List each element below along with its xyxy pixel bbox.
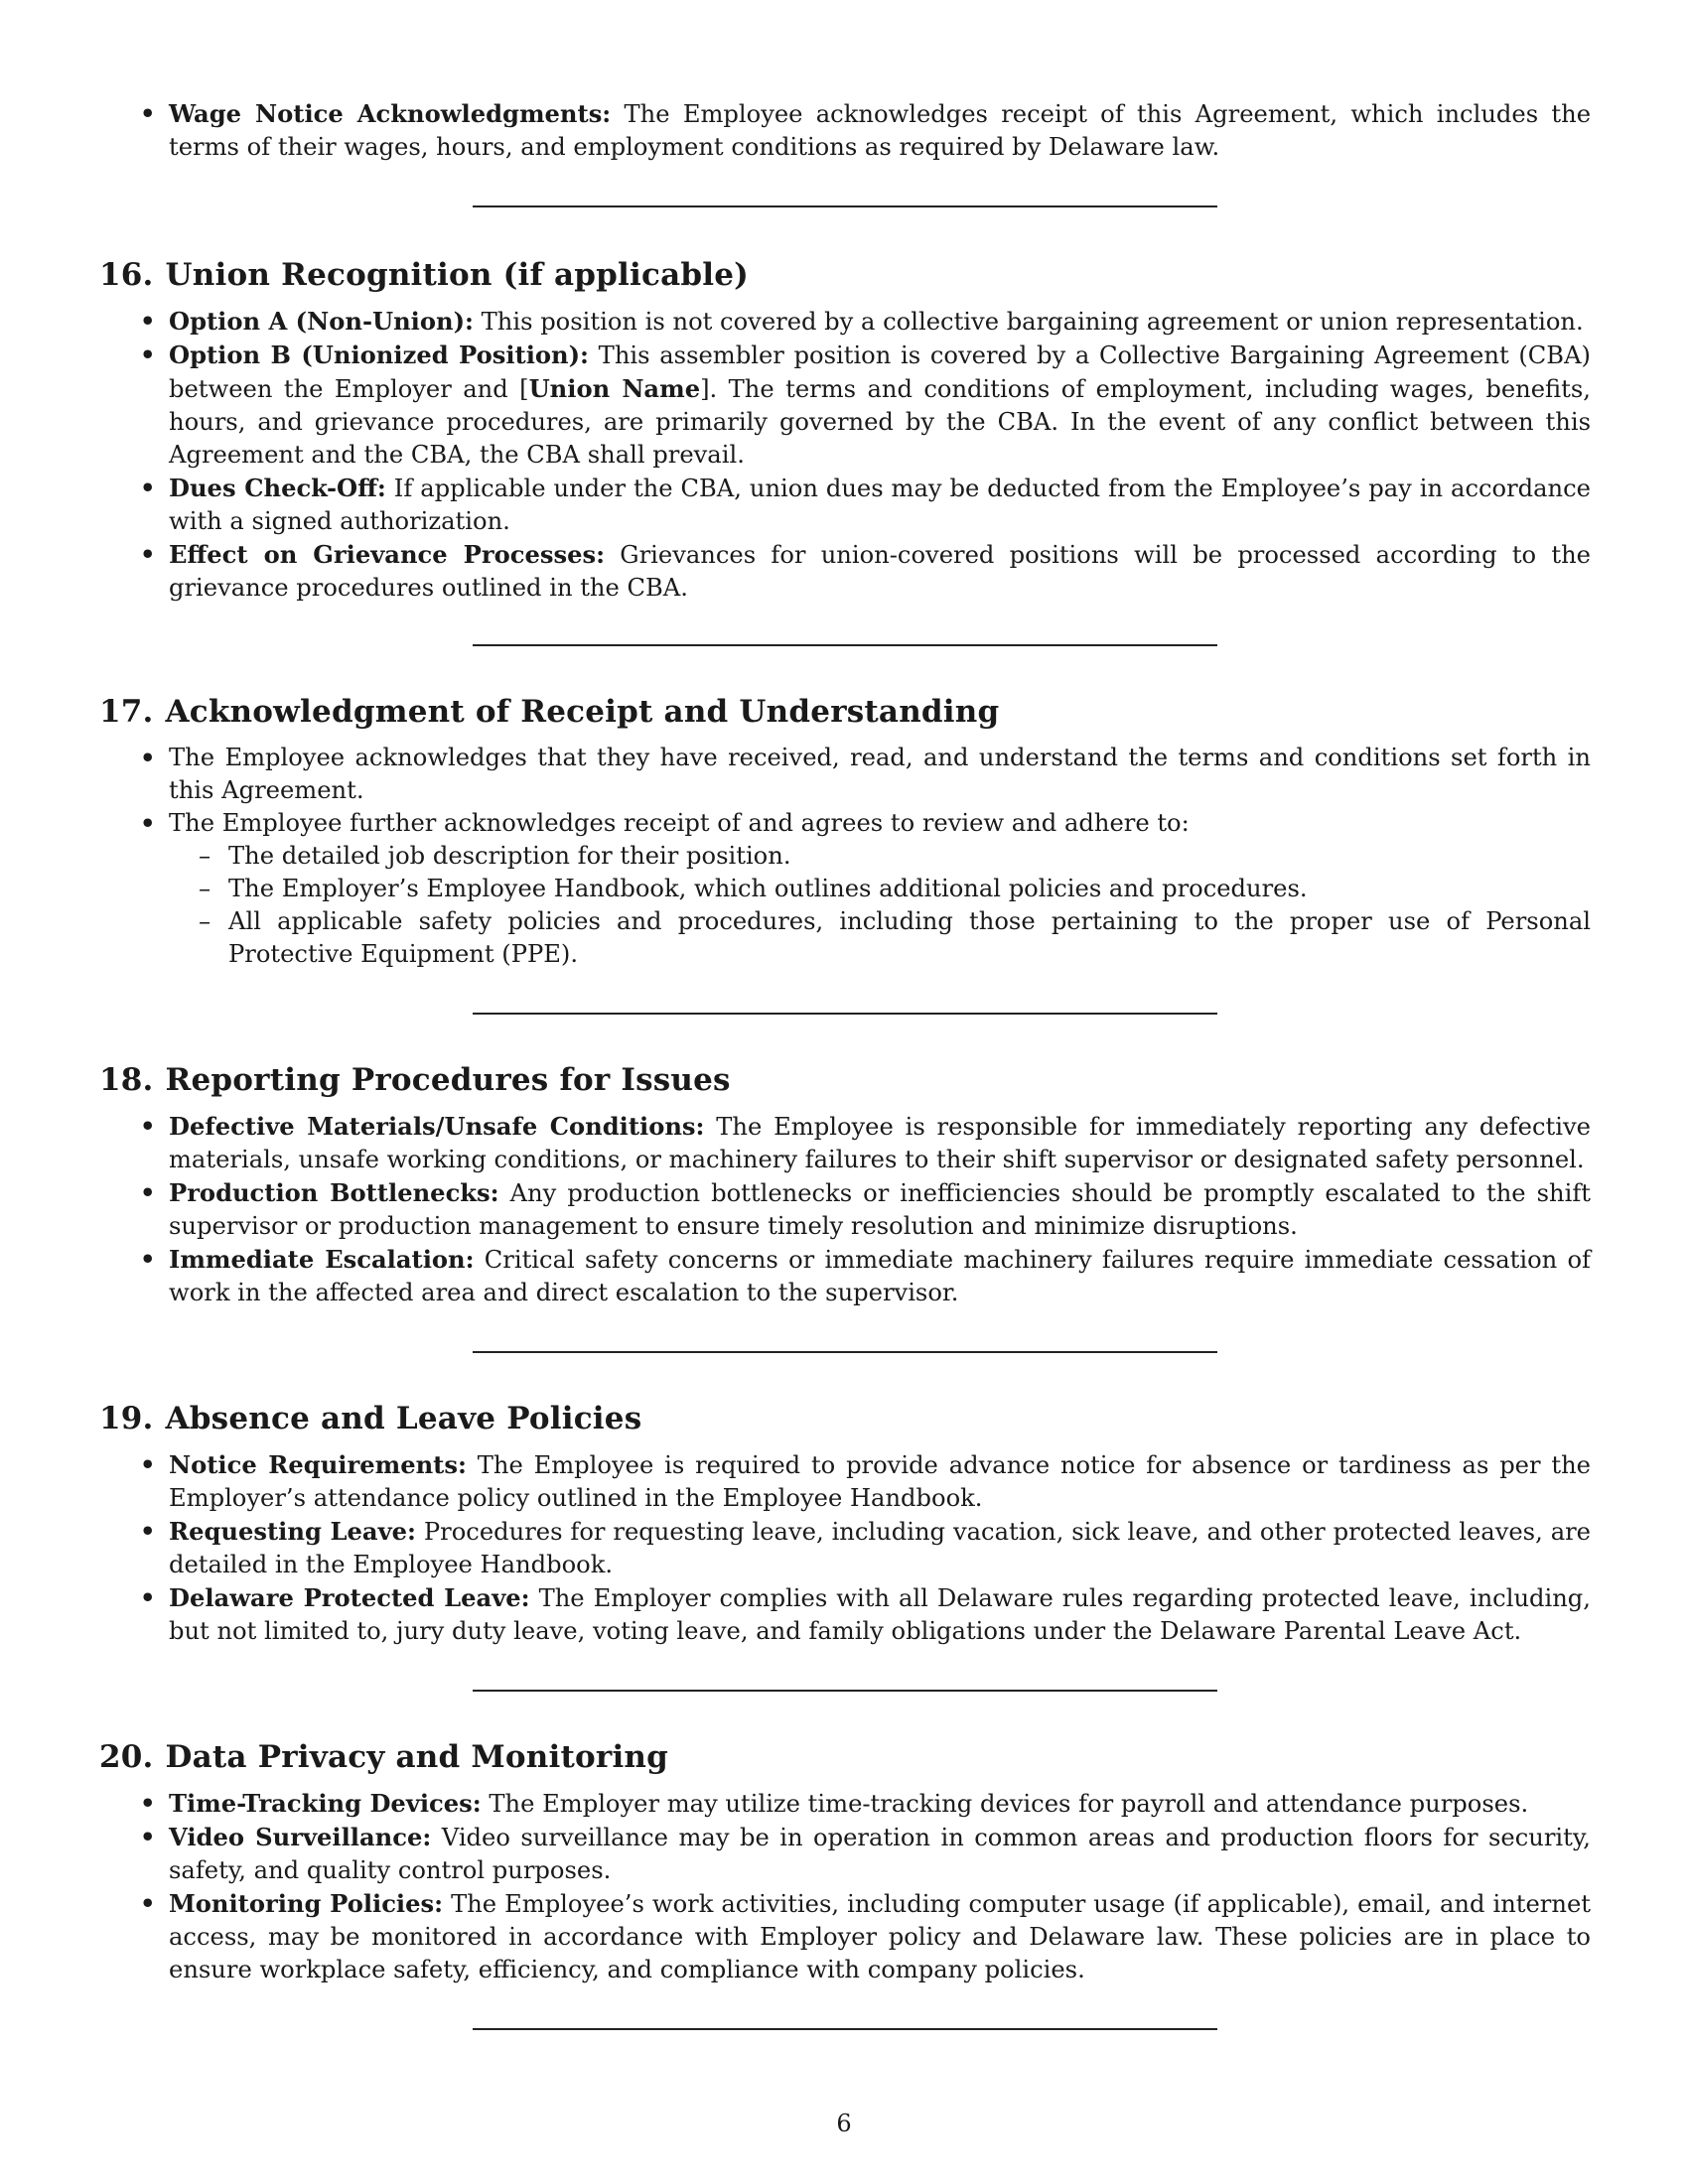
list-item [169, 807, 1591, 971]
list-item [169, 97, 1591, 164]
section-number: 17. [99, 694, 154, 730]
section-title: Acknowledgment of Receipt and Understanding [165, 694, 1000, 730]
item-label: Requesting Leave: [169, 1517, 416, 1546]
section-divider [473, 205, 1217, 207]
list-item [169, 305, 1591, 339]
list-item [169, 742, 1591, 807]
section-number: 20. [99, 1739, 154, 1775]
item-text: This assembler position is covered by a Collective Bargaining Agreement (CBA) between the Employer and [ [169, 341, 1591, 403]
section-list [99, 742, 1591, 971]
item-label: Wage Notice Acknowledgments: [169, 99, 612, 128]
page-number: 6 [836, 2110, 852, 2137]
section-number: 18. [99, 1062, 154, 1098]
item-text: Procedures for requesting leave, including vacation, sick leave, and other protected leaves, are detailed in the Employee Handbook. [169, 1518, 1591, 1578]
item-label: Video Surveillance: [169, 1823, 432, 1851]
item-text: The Employee further acknowledges receipt of and agrees to review and adhere to: [169, 809, 1190, 837]
item-label: Production Bottlenecks: [169, 1178, 499, 1207]
union-name-placeholder: Union Name [528, 374, 701, 403]
section-divider [473, 1351, 1217, 1353]
item-text: ]. The terms and conditions of employment, including wages, benefits, hours, and grievance procedures, are primarily governed by the CBA. In the event of any conflict between this Agreement and the CBA, the CBA shall prevail. [169, 375, 1591, 469]
item-text: The Employee’s work activities, including computer usage (if applicable), email, and internet access, may be monitored in accordance with Employer policy and Delaware law. These policies are in place to ensure workplace safety, efficiency, and compliance with company policies. [169, 1890, 1591, 1983]
section-19 [99, 1399, 1591, 1648]
item-text: Critical safety concerns or immediate machinery failures require immediate cessation of work in the affected area and direct escalation to the supervisor. [169, 1246, 1591, 1306]
section-number: 19. [99, 1401, 154, 1436]
section-divider [473, 2028, 1217, 2030]
section-heading [99, 1737, 1591, 1777]
section-16 [99, 255, 1591, 605]
list-item [169, 472, 1591, 538]
list-item [169, 538, 1591, 605]
section-divider [473, 1690, 1217, 1692]
item-label: Effect on Grievance Processes: [169, 540, 606, 569]
sub-list-item: – The Employer’s Employee Handbook, which outlines additional policies and procedures. [228, 873, 1591, 905]
list-item [169, 1821, 1591, 1887]
item-label: Notice Requirements: [169, 1450, 467, 1479]
item-label: Dues Check-Off: [169, 474, 386, 502]
item-text: The Employee is required to provide advance notice for absence or tardiness as per the Employer’s attendance policy outlined in the Employee Handbook. [169, 1451, 1591, 1512]
section-divider [473, 644, 1217, 646]
item-text: The Employee acknowledges that they have received, read, and understand the terms and conditions set forth in this Agreement. [169, 744, 1591, 804]
item-text: The Employer may utilize time-tracking devices for payroll and attendance purposes. [481, 1790, 1529, 1818]
item-text: The Employer complies with all Delaware rules regarding protected leave, including, but not limited to, jury duty leave, voting leave, and family obligations under the Delaware Parental Leave Act. [169, 1584, 1591, 1645]
section-number: 16. [99, 257, 154, 293]
item-text: Grievances for union-covered positions will be processed according to the grievance procedures outlined in the CBA. [169, 541, 1591, 602]
list-item [169, 1243, 1591, 1309]
sub-list [169, 840, 1591, 971]
sub-list-item: – All applicable safety policies and procedures, including those pertaining to the proper use of Personal Protective Equipment (PPE). [228, 905, 1591, 971]
item-label: Monitoring Policies: [169, 1889, 444, 1918]
list-item [169, 1176, 1591, 1243]
section-list [99, 1110, 1591, 1309]
item-label: Defective Materials/Unsafe Conditions: [169, 1112, 705, 1141]
list-item [169, 339, 1591, 472]
list-item [169, 1887, 1591, 1986]
section-list [99, 305, 1591, 605]
section-list [99, 1787, 1591, 1986]
section-heading [99, 255, 1591, 295]
list-item [169, 1515, 1591, 1581]
section-title: Absence and Leave Policies [165, 1401, 642, 1436]
item-label: Option B (Unionized Position): [169, 341, 589, 369]
section-17 [99, 692, 1591, 971]
section-heading [99, 692, 1591, 732]
list-item [169, 1448, 1591, 1515]
item-text: The Employee is responsible for immediately reporting any defective materials, unsafe working conditions, or machinery failures to their shift supervisor or designated safety personnel. [169, 1113, 1591, 1173]
sub-list-item: – The detailed job description for their position. [228, 840, 1591, 873]
item-text: The Employee acknowledges receipt of this Agreement, which includes the terms of their wages, hours, and employment conditions as required by Delaware law. [169, 100, 1592, 161]
item-text: This position is not covered by a collective bargaining agreement or union representation. [473, 308, 1584, 336]
list-item [169, 1787, 1591, 1821]
section-heading [99, 1060, 1591, 1100]
intro-list [99, 97, 1591, 164]
item-label: Delaware Protected Leave: [169, 1583, 530, 1612]
item-label: Option A (Non-Union): [169, 307, 474, 336]
section-title: Union Recognition (if applicable) [165, 257, 750, 293]
item-label: Immediate Escalation: [169, 1245, 475, 1274]
item-text: Video surveillance may be in operation in common areas and production floors for security, safety, and quality control purposes. [169, 1824, 1591, 1884]
item-label: Time-Tracking Devices: [169, 1789, 482, 1818]
section-divider [473, 1013, 1217, 1015]
item-text: If applicable under the CBA, union dues may be deducted from the Employee’s pay in accordance with a signed authorization. [169, 475, 1591, 535]
list-item [169, 1110, 1591, 1176]
section-20 [99, 1737, 1591, 1986]
section-title: Data Privacy and Monitoring [165, 1739, 669, 1775]
section-list [99, 1448, 1591, 1648]
list-item [169, 1581, 1591, 1648]
item-text: Any production bottlenecks or inefficiencies should be promptly escalated to the shift supervisor or production management to ensure timely resolution and minimize disruptions. [169, 1179, 1591, 1240]
section-title: Reporting Procedures for Issues [165, 1062, 731, 1098]
section-18 [99, 1060, 1591, 1309]
section-heading [99, 1399, 1591, 1438]
document-page [99, 97, 1591, 2030]
